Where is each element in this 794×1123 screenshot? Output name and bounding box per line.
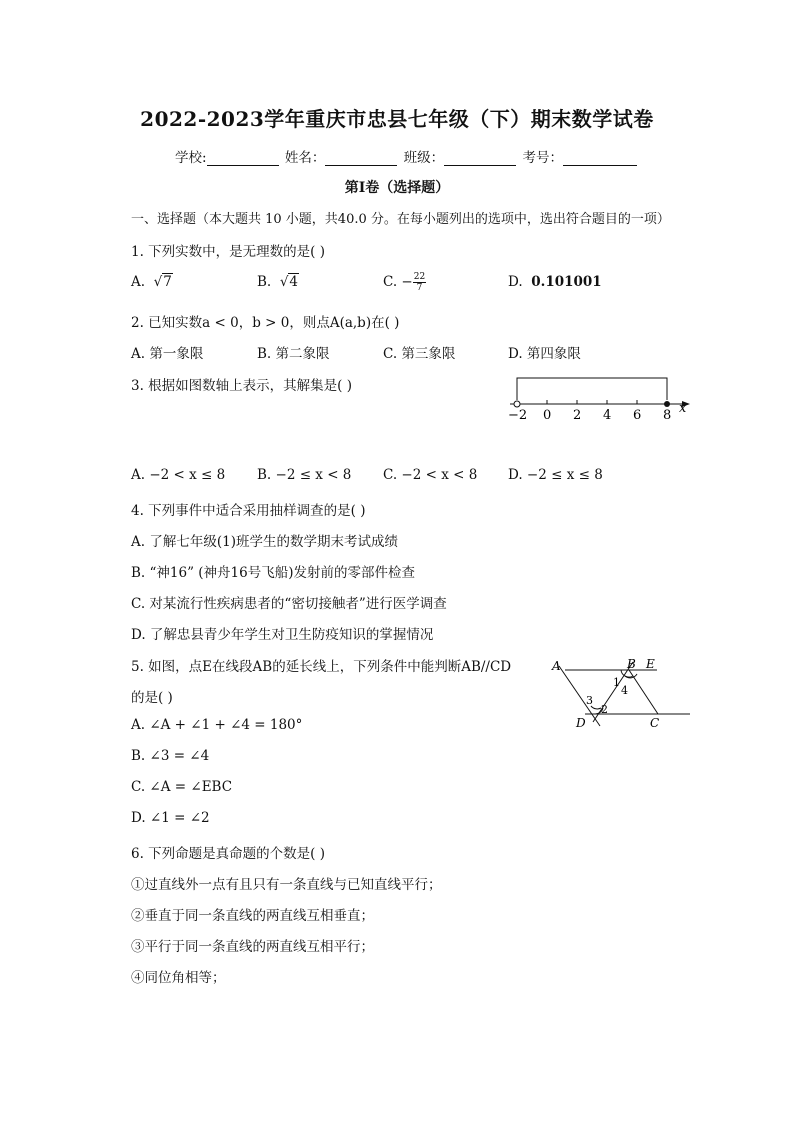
tick-label: 2	[573, 408, 582, 423]
q3-option-c[interactable]: C. −2 < x < 8	[383, 467, 478, 483]
exam-no-label: 考号：	[522, 150, 563, 166]
q6-statement-2: ②垂直于同一条直线的两直线互相垂直；	[131, 908, 374, 924]
fraction: $\frac{22}{7}$	[413, 272, 426, 293]
angle-3-label: 3	[586, 694, 593, 707]
sqrt-symbol: √7	[153, 274, 172, 290]
student-info-row	[175, 146, 639, 166]
angle-4-label: 4	[621, 684, 628, 697]
point-e-label: E	[646, 657, 655, 671]
q3-stem: 3. 根据如图数轴上表示，其解集是( )	[131, 378, 352, 394]
number-line-figure	[500, 372, 695, 424]
school-label: 学校:	[175, 150, 207, 166]
q5-option-b[interactable]: B. ∠3 = ∠4	[131, 748, 210, 764]
angle-1-label: 1	[613, 676, 620, 689]
open-endpoint-minus2	[514, 401, 520, 407]
q6-statement-1: ①过直线外一点有且只有一条直线与已知直线平行；	[131, 877, 442, 893]
section-heading: 一、选择题（本大题共 10 小题，共40.0 分。在每小题列出的选项中，选出符合题目的一项）	[131, 212, 670, 227]
q4-option-d[interactable]: D. 了解忠县青少年学生对卫生防疫知识的掌握情况	[131, 627, 434, 643]
q6-statement-4: ④同位角相等；	[131, 970, 226, 986]
q5-stem-line1: 5. 如图，点E在线段AB的延长线上，下列条件中能判断AB//CD	[131, 659, 512, 675]
q4-option-c[interactable]: C. 对某流行性疾病患者的“密切接触者”进行医学调查	[131, 596, 447, 612]
parallel-lines-figure	[545, 654, 695, 734]
tick-label: 0	[543, 408, 552, 423]
q3-option-a[interactable]: A. −2 < x ≤ 8	[131, 467, 226, 483]
sqrt-symbol: √4	[279, 274, 299, 290]
volume-heading: 第I卷（选择题）	[344, 180, 450, 196]
exam-title: 2022-2023学年重庆市忠县七年级（下）期末数学试卷	[140, 107, 654, 131]
q3-option-d[interactable]: D. −2 ≤ x ≤ 8	[508, 467, 603, 483]
q6-statement-3: ③平行于同一条直线的两直线互相平行；	[131, 939, 374, 955]
tick-label: 4	[603, 408, 612, 423]
q1-option-d[interactable]: D. 0.101001	[508, 274, 602, 290]
q5-option-c[interactable]: C. ∠A = ∠EBC	[131, 779, 233, 795]
line-bc	[629, 670, 658, 714]
solution-bracket	[517, 378, 667, 400]
q2-option-b[interactable]: B. 第二象限	[257, 346, 330, 362]
q5-stem-line2: 的是( )	[131, 690, 173, 706]
point-c-label: C	[650, 716, 660, 730]
name-blank[interactable]	[325, 151, 397, 166]
q4-stem: 4. 下列事件中适合采用抽样调查的是( )	[131, 503, 366, 519]
q6-stem: 6. 下列命题是真命题的个数是( )	[131, 846, 325, 862]
class-blank[interactable]	[444, 151, 516, 166]
axis-variable: x	[679, 401, 687, 416]
q2-option-d[interactable]: D. 第四象限	[508, 346, 581, 362]
tick-label: 8	[663, 408, 672, 423]
exam-no-blank[interactable]	[563, 151, 637, 166]
class-label: 班级：	[403, 150, 445, 166]
angle-2-label: 2	[601, 703, 608, 716]
q3-option-b[interactable]: B. −2 ≤ x < 8	[257, 467, 352, 483]
q1-option-b[interactable]: B. √4	[257, 274, 299, 290]
q2-option-a[interactable]: A. 第一象限	[131, 346, 204, 362]
school-blank[interactable]	[207, 151, 279, 166]
point-a-label: A	[552, 659, 561, 673]
q1-stem: 1. 下列实数中，是无理数的是( )	[131, 244, 325, 260]
q4-option-a[interactable]: A. 了解七年级(1)班学生的数学期末考试成绩	[131, 534, 398, 550]
point-b-label: B	[627, 657, 636, 671]
q4-option-b[interactable]: B. “神16” (神舟16号飞船)发射前的零部件检查	[131, 565, 415, 581]
closed-endpoint-8	[664, 401, 670, 407]
point-d-label: D	[576, 716, 586, 730]
q2-stem: 2. 已知实数a < 0，b > 0，则点A(a,b)在( )	[131, 315, 400, 331]
tick-label: 6	[633, 408, 642, 423]
q5-option-a[interactable]: A. ∠A + ∠1 + ∠4 = 180°	[131, 717, 303, 733]
tick-label: −2	[508, 408, 528, 423]
q5-option-d[interactable]: D. ∠1 = ∠2	[131, 810, 210, 826]
q2-option-c[interactable]: C. 第三象限	[383, 346, 456, 362]
q1-option-c[interactable]: C. − $\frac{22}{7}$	[383, 272, 426, 293]
q1-option-a[interactable]: A. √7	[131, 274, 172, 290]
name-label: 姓名：	[284, 150, 326, 166]
